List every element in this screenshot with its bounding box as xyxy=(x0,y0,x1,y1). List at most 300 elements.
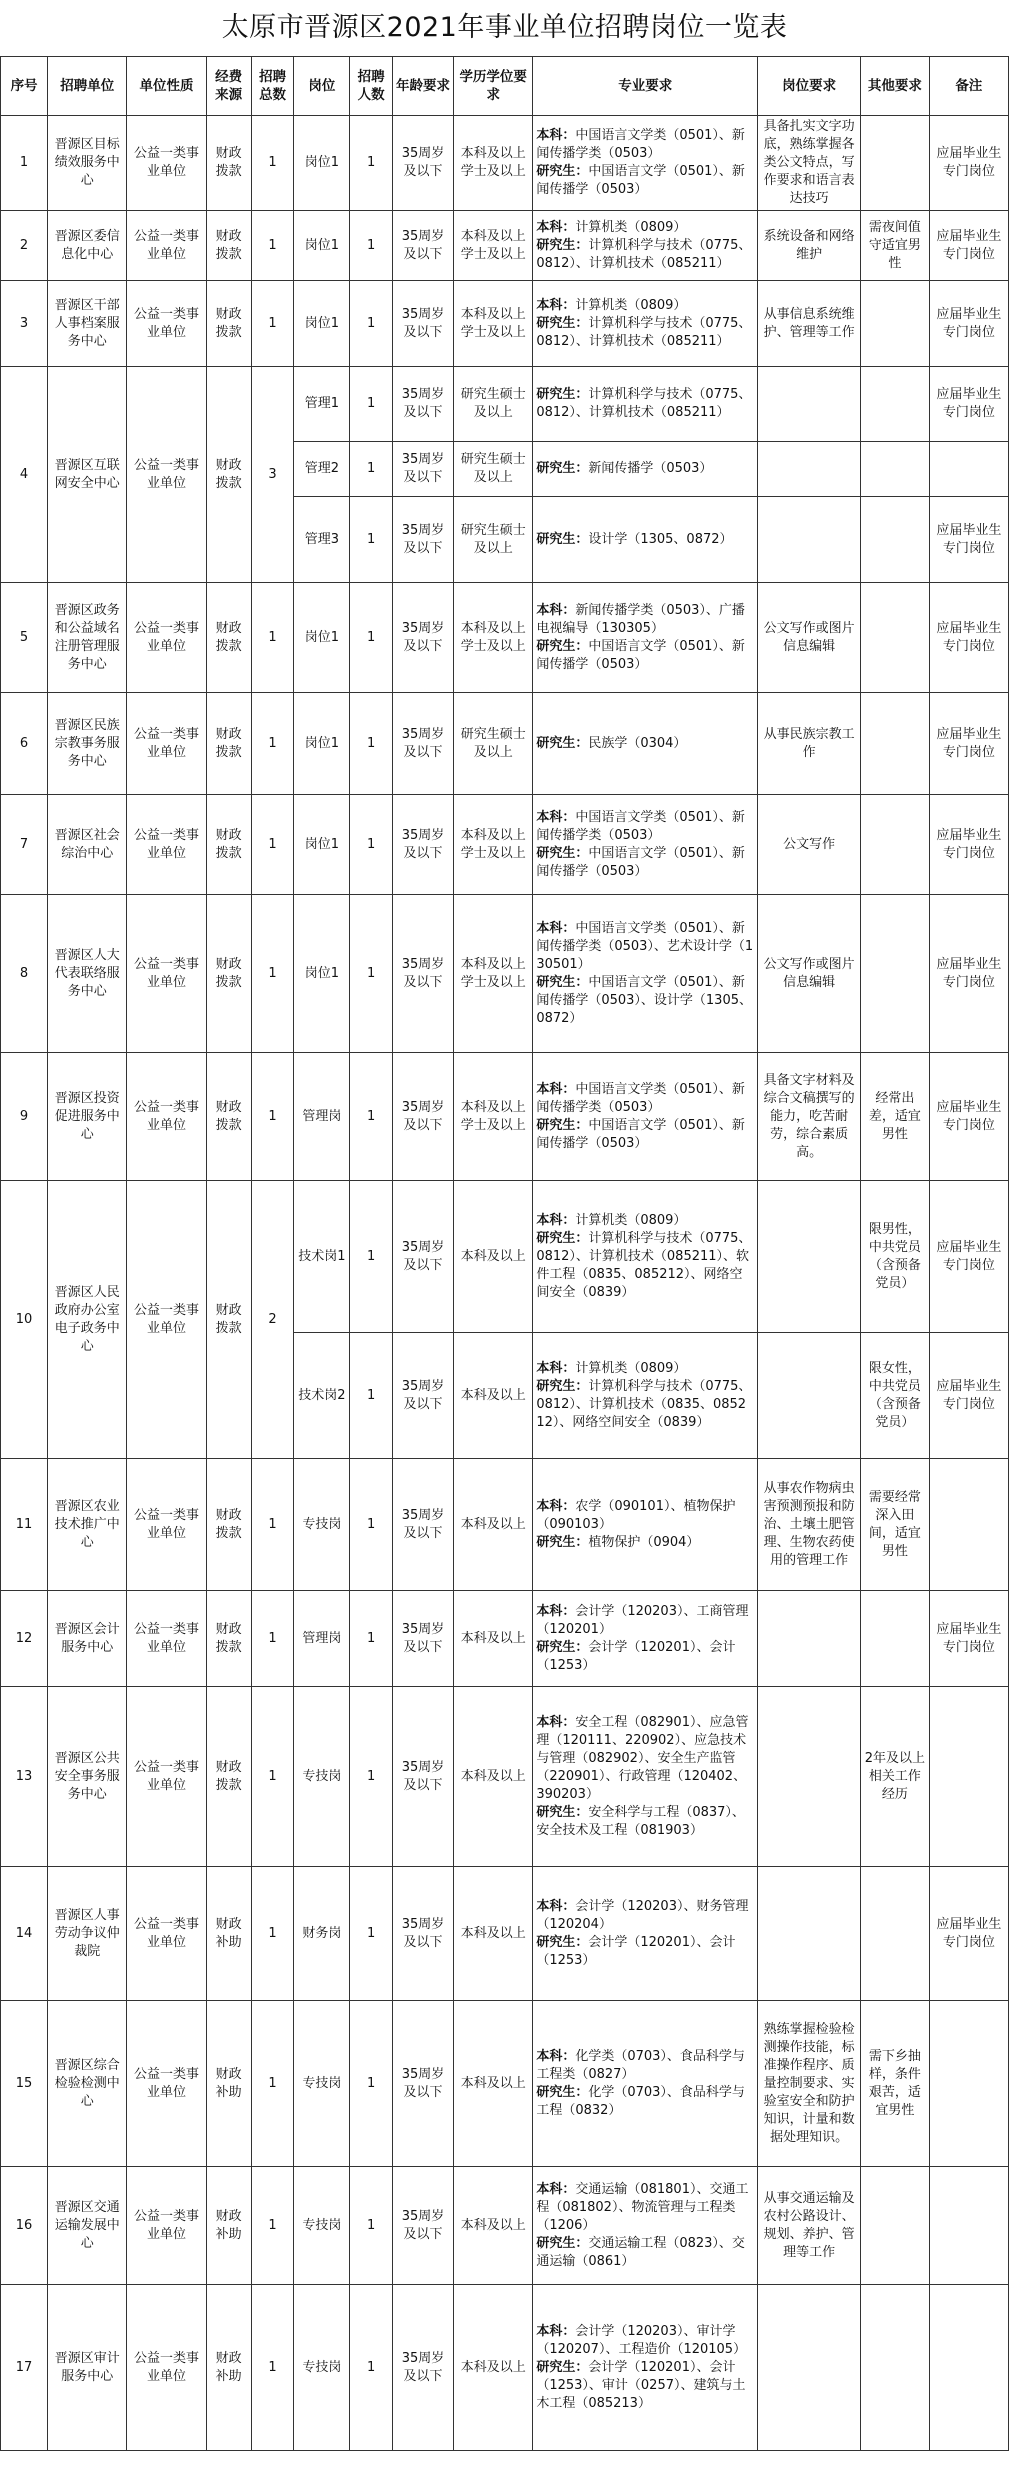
major-list: 计算机科学与技术（0775、0812）、计算机技术（085211） xyxy=(536,237,752,271)
other-requirement xyxy=(861,281,930,367)
post-requirement xyxy=(758,442,861,497)
education-requirement: 本科及以上 xyxy=(454,2001,533,2167)
remark: 应届毕业生专门岗位 xyxy=(929,693,1008,795)
other-requirement xyxy=(861,895,930,1053)
header-cell: 招聘单位 xyxy=(48,57,127,116)
remark: 应届毕业生专门岗位 xyxy=(929,583,1008,693)
education-requirement: 研究生硕士及以上 xyxy=(454,497,533,583)
major-line xyxy=(536,386,754,422)
header-cell: 单位性质 xyxy=(127,57,206,116)
education-requirement: 本科及以上 xyxy=(454,1181,533,1333)
other-requirement: 需夜间值守适宜男性 xyxy=(861,211,930,281)
total-count: 1 xyxy=(251,583,294,693)
major-line xyxy=(536,1639,754,1675)
unit-name: 晋源区民族宗教事务服务中心 xyxy=(48,693,127,795)
table-row xyxy=(1,367,1009,442)
remark: 应届毕业生专门岗位 xyxy=(929,211,1008,281)
unit-name: 晋源区会计服务中心 xyxy=(48,1591,127,1687)
major-list: 计算机科学与技术（0775、0812）、计算机技术（085211）、软件工程（0835、085212）、网络空间安全（0839） xyxy=(536,1230,752,1300)
major-line xyxy=(536,237,754,273)
major-level: 研究生： xyxy=(536,237,589,253)
unit-name: 晋源区社会综治中心 xyxy=(48,795,127,895)
post-name: 财务岗 xyxy=(294,1867,350,2001)
row-number: 14 xyxy=(1,1867,48,2001)
major-level: 本科： xyxy=(536,1360,576,1376)
major-level: 研究生： xyxy=(536,531,589,547)
total-count: 1 xyxy=(251,895,294,1053)
major-level: 研究生： xyxy=(536,845,589,861)
major-level: 研究生： xyxy=(536,2235,589,2251)
row-number: 8 xyxy=(1,895,48,1053)
post-requirement xyxy=(758,1867,861,2001)
funding-source: 财政拨款 xyxy=(206,1687,251,1867)
major-level: 本科： xyxy=(536,297,576,313)
remark: 应届毕业生专门岗位 xyxy=(929,895,1008,1053)
major-line xyxy=(536,297,754,315)
unit-nature: 公益一类事业单位 xyxy=(127,1591,206,1687)
major-requirement xyxy=(533,795,758,895)
major-line xyxy=(536,1360,754,1378)
remark xyxy=(929,442,1008,497)
age-requirement: 35周岁及以下 xyxy=(393,442,454,497)
post-name: 管理岗 xyxy=(294,1591,350,1687)
funding-source: 财政补助 xyxy=(206,2167,251,2285)
post-name: 专技岗 xyxy=(294,2167,350,2285)
remark: 应届毕业生专门岗位 xyxy=(929,1867,1008,2001)
unit-nature: 公益一类事业单位 xyxy=(127,1687,206,1867)
table-row xyxy=(1,2001,1009,2167)
post-count: 1 xyxy=(350,1053,393,1181)
other-requirement xyxy=(861,2285,930,2451)
unit-name: 晋源区审计服务中心 xyxy=(48,2285,127,2451)
major-list: 计算机类（0809） xyxy=(575,1212,687,1228)
funding-source: 财政拨款 xyxy=(206,1053,251,1181)
age-requirement: 35周岁及以下 xyxy=(393,1459,454,1591)
age-requirement: 35周岁及以下 xyxy=(393,2167,454,2285)
unit-nature: 公益一类事业单位 xyxy=(127,2167,206,2285)
row-number: 12 xyxy=(1,1591,48,1687)
major-list: 民族学（0304） xyxy=(588,735,687,751)
major-list: 化学类（0703）、食品科学与工程类（0827） xyxy=(536,2048,745,2082)
post-count: 1 xyxy=(350,442,393,497)
remark xyxy=(929,1459,1008,1591)
table-row xyxy=(1,1459,1009,1591)
post-count: 1 xyxy=(350,693,393,795)
remark xyxy=(929,1687,1008,1867)
funding-source: 财政拨款 xyxy=(206,367,251,583)
major-line xyxy=(536,1212,754,1230)
header-cell: 岗位 xyxy=(294,57,350,116)
major-requirement xyxy=(533,116,758,211)
funding-source: 财政补助 xyxy=(206,1867,251,2001)
major-level: 研究生： xyxy=(536,1639,589,1655)
table-body xyxy=(1,116,1009,2451)
education-requirement: 本科及以上学士及以上 xyxy=(454,1053,533,1181)
row-number: 2 xyxy=(1,211,48,281)
unit-name: 晋源区综合检验检测中心 xyxy=(48,2001,127,2167)
major-level: 研究生： xyxy=(536,387,589,402)
post-count: 1 xyxy=(350,497,393,583)
post-requirement xyxy=(758,1333,861,1459)
major-level: 本科： xyxy=(536,1212,576,1228)
major-list: 计算机科学与技术（0775、0812）、计算机技术（085211） xyxy=(536,387,752,420)
major-level: 本科： xyxy=(536,809,576,825)
age-requirement: 35周岁及以下 xyxy=(393,1867,454,2001)
table-row xyxy=(1,116,1009,211)
major-line xyxy=(536,2048,754,2084)
remark: 应届毕业生专门岗位 xyxy=(929,116,1008,211)
education-requirement: 本科及以上 xyxy=(454,1687,533,1867)
other-requirement xyxy=(861,795,930,895)
funding-source: 财政拨款 xyxy=(206,281,251,367)
major-list: 中国语言文学类（0501）、新闻传播学类（0503） xyxy=(536,128,745,161)
age-requirement: 35周岁及以下 xyxy=(393,367,454,442)
major-requirement xyxy=(533,1333,758,1459)
education-requirement: 研究生硕士及以上 xyxy=(454,693,533,795)
post-count: 1 xyxy=(350,1459,393,1591)
post-count: 1 xyxy=(350,2001,393,2167)
total-count: 1 xyxy=(251,281,294,367)
age-requirement: 35周岁及以下 xyxy=(393,116,454,211)
post-count: 1 xyxy=(350,583,393,693)
major-line xyxy=(536,920,754,974)
table-row xyxy=(1,583,1009,693)
row-number: 17 xyxy=(1,2285,48,2451)
post-name: 岗位1 xyxy=(294,583,350,693)
major-line xyxy=(536,1534,754,1552)
major-requirement xyxy=(533,2001,758,2167)
row-number: 13 xyxy=(1,1687,48,1867)
major-line xyxy=(536,1230,754,1302)
major-list: 计算机科学与技术（0775、0812）、计算机技术（0835、085212）、网络空间安全（0839） xyxy=(536,1378,752,1430)
remark: 应届毕业生专门岗位 xyxy=(929,497,1008,583)
row-number: 16 xyxy=(1,2167,48,2285)
header-cell: 经费来源 xyxy=(206,57,251,116)
major-list: 农学（090101）、植物保护（090103） xyxy=(536,1498,736,1532)
total-count: 1 xyxy=(251,211,294,281)
table-row xyxy=(1,693,1009,795)
header-cell: 招聘人数 xyxy=(350,57,393,116)
remark: 应届毕业生专门岗位 xyxy=(929,1591,1008,1687)
header-cell: 备注 xyxy=(929,57,1008,116)
unit-name: 晋源区政务和公益域名注册管理服务中心 xyxy=(48,583,127,693)
funding-source: 财政拨款 xyxy=(206,693,251,795)
unit-name: 晋源区委信息化中心 xyxy=(48,211,127,281)
post-name: 专技岗 xyxy=(294,1459,350,1591)
unit-nature: 公益一类事业单位 xyxy=(127,2001,206,2167)
major-level: 本科： xyxy=(536,128,576,143)
remark: 应届毕业生专门岗位 xyxy=(929,1333,1008,1459)
post-name: 岗位1 xyxy=(294,693,350,795)
header-cell: 招聘总数 xyxy=(251,57,294,116)
major-line xyxy=(536,1603,754,1639)
age-requirement: 35周岁及以下 xyxy=(393,795,454,895)
row-number: 11 xyxy=(1,1459,48,1591)
unit-name: 晋源区农业技术推广中心 xyxy=(48,1459,127,1591)
age-requirement: 35周岁及以下 xyxy=(393,693,454,795)
major-requirement xyxy=(533,1867,758,2001)
post-requirement: 公文写作或图片信息编辑 xyxy=(758,895,861,1053)
header-cell: 其他要求 xyxy=(861,57,930,116)
post-count: 1 xyxy=(350,1687,393,1867)
remark: 应届毕业生专门岗位 xyxy=(929,281,1008,367)
table-row xyxy=(1,2167,1009,2285)
row-number: 10 xyxy=(1,1181,48,1459)
other-requirement: 限女性，中共党员（含预备党员） xyxy=(861,1333,930,1459)
total-count: 3 xyxy=(251,367,294,583)
post-name: 专技岗 xyxy=(294,2285,350,2451)
post-count: 1 xyxy=(350,1867,393,2001)
post-count: 1 xyxy=(350,895,393,1053)
remark: 应届毕业生专门岗位 xyxy=(929,1181,1008,1333)
unit-nature: 公益一类事业单位 xyxy=(127,367,206,583)
major-level: 研究生： xyxy=(536,164,589,179)
table-row xyxy=(1,795,1009,895)
unit-nature: 公益一类事业单位 xyxy=(127,281,206,367)
major-level: 本科： xyxy=(536,1603,576,1619)
unit-nature: 公益一类事业单位 xyxy=(127,1181,206,1459)
major-requirement xyxy=(533,1459,758,1591)
age-requirement: 35周岁及以下 xyxy=(393,2001,454,2167)
funding-source: 财政补助 xyxy=(206,2001,251,2167)
major-level: 本科： xyxy=(536,2323,576,2339)
age-requirement: 35周岁及以下 xyxy=(393,497,454,583)
education-requirement: 研究生硕士及以上 xyxy=(454,442,533,497)
unit-name: 晋源区互联网安全中心 xyxy=(48,367,127,583)
major-list: 会计学（120201）、会计（1253） xyxy=(536,1934,736,1968)
age-requirement: 35周岁及以下 xyxy=(393,281,454,367)
major-list: 计算机类（0809） xyxy=(575,297,687,313)
major-line xyxy=(536,127,754,163)
total-count: 1 xyxy=(251,2001,294,2167)
age-requirement: 35周岁及以下 xyxy=(393,1333,454,1459)
row-number: 1 xyxy=(1,116,48,211)
row-number: 6 xyxy=(1,693,48,795)
other-requirement xyxy=(861,116,930,211)
remark xyxy=(929,2167,1008,2285)
major-requirement xyxy=(533,497,758,583)
major-line xyxy=(536,974,754,1028)
other-requirement xyxy=(861,497,930,583)
major-level: 本科： xyxy=(536,1081,576,1097)
post-requirement: 具备文字材料及综合文稿撰写的能力，吃苦耐劳，综合素质高。 xyxy=(758,1053,861,1181)
recruitment-table xyxy=(0,56,1009,2451)
major-list: 安全科学与工程（0837）、安全技术及工程（081903） xyxy=(536,1804,745,1838)
total-count: 1 xyxy=(251,693,294,795)
post-requirement: 从事交通运输及农村公路设计、规划、养护、管理等工作 xyxy=(758,2167,861,2285)
header-cell: 序号 xyxy=(1,57,48,116)
post-requirement xyxy=(758,1687,861,1867)
major-list: 会计学（120203）、财务管理（120204） xyxy=(536,1898,749,1932)
unit-nature: 公益一类事业单位 xyxy=(127,1053,206,1181)
post-requirement xyxy=(758,367,861,442)
age-requirement: 35周岁及以下 xyxy=(393,1053,454,1181)
unit-name: 晋源区交通运输发展中心 xyxy=(48,2167,127,2285)
unit-nature: 公益一类事业单位 xyxy=(127,1867,206,2001)
age-requirement: 35周岁及以下 xyxy=(393,211,454,281)
table-row xyxy=(1,895,1009,1053)
age-requirement: 35周岁及以下 xyxy=(393,1591,454,1687)
post-name: 技术岗1 xyxy=(294,1181,350,1333)
education-requirement: 本科及以上 xyxy=(454,1459,533,1591)
major-requirement xyxy=(533,442,758,497)
header-cell: 学历学位要求 xyxy=(454,57,533,116)
major-level: 研究生： xyxy=(536,1534,589,1550)
unit-nature: 公益一类事业单位 xyxy=(127,895,206,1053)
row-number: 4 xyxy=(1,367,48,583)
post-count: 1 xyxy=(350,116,393,211)
funding-source: 财政拨款 xyxy=(206,211,251,281)
education-requirement: 本科及以上学士及以上 xyxy=(454,895,533,1053)
unit-nature: 公益一类事业单位 xyxy=(127,116,206,211)
post-name: 管理2 xyxy=(294,442,350,497)
major-level: 本科： xyxy=(536,602,576,618)
major-line xyxy=(536,2084,754,2120)
post-requirement xyxy=(758,2285,861,2451)
post-count: 1 xyxy=(350,1333,393,1459)
major-requirement xyxy=(533,693,758,795)
total-count: 1 xyxy=(251,2167,294,2285)
education-requirement: 本科及以上学士及以上 xyxy=(454,583,533,693)
major-requirement xyxy=(533,211,758,281)
major-list: 会计学（120201）、会计（1253） xyxy=(536,1639,736,1673)
row-number: 9 xyxy=(1,1053,48,1181)
major-list: 中国语言文学（0501）、新闻传播学（0503） xyxy=(536,845,745,879)
table-row xyxy=(1,1181,1009,1333)
major-level: 研究生： xyxy=(536,1378,589,1394)
table-row xyxy=(1,1867,1009,2001)
major-line xyxy=(536,460,754,478)
major-list: 计算机类（0809） xyxy=(575,1360,687,1376)
post-name: 管理岗 xyxy=(294,1053,350,1181)
total-count: 1 xyxy=(251,1053,294,1181)
other-requirement: 需下乡抽样，条件艰苦，适宜男性 xyxy=(861,2001,930,2167)
unit-nature: 公益一类事业单位 xyxy=(127,693,206,795)
post-name: 岗位1 xyxy=(294,895,350,1053)
major-level: 研究生： xyxy=(536,1117,589,1133)
other-requirement xyxy=(861,1591,930,1687)
post-name: 管理1 xyxy=(294,367,350,442)
major-level: 本科： xyxy=(536,1714,576,1730)
remark xyxy=(929,2001,1008,2167)
education-requirement: 本科及以上学士及以上 xyxy=(454,116,533,211)
major-list: 植物保护（0904） xyxy=(588,1534,700,1550)
education-requirement: 本科及以上学士及以上 xyxy=(454,211,533,281)
unit-nature: 公益一类事业单位 xyxy=(127,2285,206,2451)
post-name: 岗位1 xyxy=(294,211,350,281)
remark: 应届毕业生专门岗位 xyxy=(929,1053,1008,1181)
post-name: 专技岗 xyxy=(294,2001,350,2167)
funding-source: 财政拨款 xyxy=(206,1181,251,1459)
header-row xyxy=(1,57,1009,116)
post-count: 1 xyxy=(350,281,393,367)
age-requirement: 35周岁及以下 xyxy=(393,1181,454,1333)
major-line xyxy=(536,315,754,351)
post-name: 岗位1 xyxy=(294,281,350,367)
major-line xyxy=(536,845,754,881)
education-requirement: 本科及以上学士及以上 xyxy=(454,281,533,367)
major-level: 研究生： xyxy=(536,974,589,990)
major-list: 会计学（120203）、工商管理（120201） xyxy=(536,1603,749,1637)
funding-source: 财政拨款 xyxy=(206,583,251,693)
major-list: 交通运输工程（0823）、交通运输（0861） xyxy=(536,2235,745,2269)
funding-source: 财政拨款 xyxy=(206,1459,251,1591)
post-count: 1 xyxy=(350,2167,393,2285)
major-line xyxy=(536,1081,754,1117)
post-requirement: 公文写作 xyxy=(758,795,861,895)
header-cell: 岗位要求 xyxy=(758,57,861,116)
major-level: 本科： xyxy=(536,2048,576,2064)
major-level: 研究生： xyxy=(536,735,589,751)
funding-source: 财政拨款 xyxy=(206,116,251,211)
major-requirement xyxy=(533,1591,758,1687)
unit-name: 晋源区人民政府办公室电子政务中心 xyxy=(48,1181,127,1459)
page-title: 太原市晋源区2021年事业单位招聘岗位一览表 xyxy=(221,12,788,43)
unit-nature: 公益一类事业单位 xyxy=(127,583,206,693)
major-list: 化学（0703）、食品科学与工程（0832） xyxy=(536,2084,745,2118)
row-number: 7 xyxy=(1,795,48,895)
other-requirement xyxy=(861,1867,930,2001)
total-count: 1 xyxy=(251,1867,294,2001)
major-line xyxy=(536,1378,754,1432)
major-requirement xyxy=(533,1053,758,1181)
post-requirement: 公文写作或图片信息编辑 xyxy=(758,583,861,693)
table-row xyxy=(1,211,1009,281)
unit-name: 晋源区目标绩效服务中心 xyxy=(48,116,127,211)
major-requirement xyxy=(533,1181,758,1333)
major-requirement xyxy=(533,1687,758,1867)
major-level: 研究生： xyxy=(536,2084,589,2100)
post-count: 1 xyxy=(350,367,393,442)
unit-nature: 公益一类事业单位 xyxy=(127,795,206,895)
unit-nature: 公益一类事业单位 xyxy=(127,211,206,281)
major-list: 中国语言文学类（0501）、新闻传播学类（0503） xyxy=(536,809,745,843)
post-count: 1 xyxy=(350,2285,393,2451)
post-count: 1 xyxy=(350,1591,393,1687)
major-list: 新闻传播学类（0503）、广播电视编导（130305） xyxy=(536,602,745,636)
funding-source: 财政拨款 xyxy=(206,795,251,895)
table-row xyxy=(1,2285,1009,2451)
table-row xyxy=(1,1053,1009,1181)
remark: 应届毕业生专门岗位 xyxy=(929,795,1008,895)
major-requirement xyxy=(533,281,758,367)
major-requirement xyxy=(533,2167,758,2285)
other-requirement xyxy=(861,2167,930,2285)
post-count: 1 xyxy=(350,1181,393,1333)
total-count: 1 xyxy=(251,116,294,211)
total-count: 1 xyxy=(251,1591,294,1687)
remark xyxy=(929,2285,1008,2451)
post-name: 专技岗 xyxy=(294,1687,350,1867)
major-list: 计算机科学与技术（0775、0812）、计算机技术（085211） xyxy=(536,315,752,349)
major-level: 研究生： xyxy=(536,638,589,654)
major-line xyxy=(536,638,754,674)
age-requirement: 35周岁及以下 xyxy=(393,1687,454,1867)
remark: 应届毕业生专门岗位 xyxy=(929,367,1008,442)
major-list: 中国语言文学（0501）、新闻传播学（0503）、设计学（1305、0872） xyxy=(536,974,752,1026)
post-requirement: 熟练掌握检验检测操作技能，标准操作程序、质量控制要求、实验室安全和防护知识，计量和数据处理知识。 xyxy=(758,2001,861,2167)
major-list: 交通运输（081801）、交通工程（081802）、物流管理与工程类（1206） xyxy=(536,2181,749,2233)
header-cell: 年龄要求 xyxy=(393,57,454,116)
other-requirement: 经常出差，适宜男性 xyxy=(861,1053,930,1181)
post-name: 技术岗2 xyxy=(294,1333,350,1459)
education-requirement: 本科及以上学士及以上 xyxy=(454,795,533,895)
post-requirement: 从事信息系统维护、管理等工作 xyxy=(758,281,861,367)
row-number: 3 xyxy=(1,281,48,367)
major-line xyxy=(536,1898,754,1934)
major-line xyxy=(536,531,754,549)
post-requirement: 从事农作物病虫害预测预报和防治、土壤土肥管理、生物农药使用的管理工作 xyxy=(758,1459,861,1591)
